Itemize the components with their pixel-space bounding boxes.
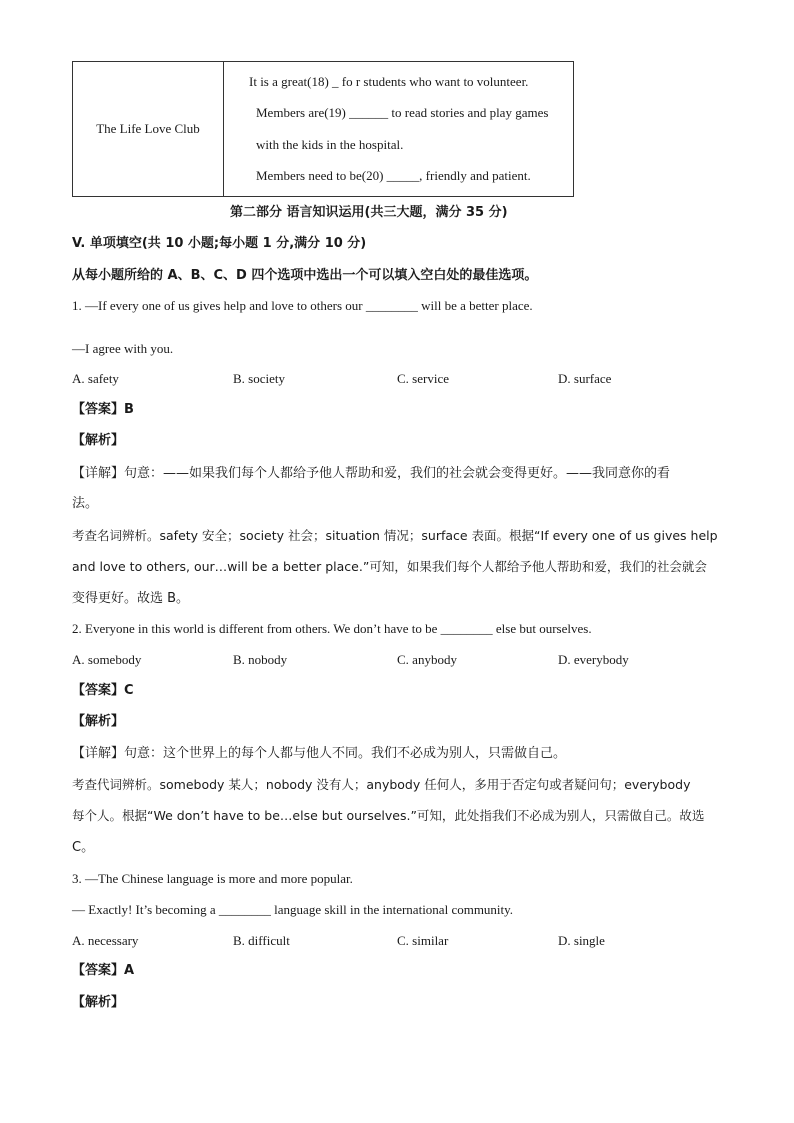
q3-option-c: C. similar [397, 933, 449, 948]
q1-option-d: D. surface [558, 371, 612, 386]
q1-option-a: A. safety [72, 371, 119, 386]
q1-option-b: B. society [233, 371, 285, 386]
q1-answer: 【答案】B [72, 402, 134, 417]
section-heading: V. 单项填空(共 10 小题;每小题 1 分,满分 10 分) [72, 236, 367, 251]
club-desc-line-3: with the kids in the hospital. [256, 137, 404, 152]
club-desc-line-1: It is a great(18) _ fo r students who want to volunteer. [249, 74, 529, 89]
q1-analysis-label: 【解析】 [72, 433, 125, 448]
club-table [72, 61, 574, 197]
q2-option-b: B. nobody [233, 652, 288, 667]
q1-stem-reply: —I agree with you. [72, 341, 174, 356]
q2-stem: 2. Everyone in this world is different from others. We don’t have to be ________ else but ourselves. [72, 621, 592, 636]
q1-option-c: C. service [397, 371, 449, 386]
q3-answer: 【答案】A [72, 963, 135, 978]
q2-option-d: D. everybody [558, 652, 629, 667]
q1-detail-3: 考查名词辨析。safety 安全；society 社会；situation 情况；surface 表面。根据“If every one of us gives help [72, 528, 718, 543]
club-description [224, 62, 574, 197]
q3-option-d: D. single [558, 933, 605, 948]
club-desc-line-2: Members are(19) ______ to read stories and play games [256, 105, 549, 120]
q1-stem: 1. —If every one of us gives help and love to others our ________ will be a better place. [72, 298, 533, 313]
q1-detail-4: and love to others, our…will be a better place.”可知，如果我们每个人都给予他人帮助和爱，我们的社会就会 [72, 559, 707, 574]
club-desc-line-4: Members need to be(20) _____, friendly and patient. [256, 168, 531, 183]
q1-detail-2: 法。 [72, 496, 99, 511]
club-name: The Life Love Club [73, 62, 224, 197]
q3-option-a: A. necessary [72, 933, 139, 948]
part-heading: 第二部分 语言知识运用(共三大题，满分 35 分) [230, 205, 508, 220]
q2-detail-1: 【详解】句意：这个世界上的每个人都与他人不同。我们不必成为别人，只需做自己。 [72, 746, 567, 761]
q3-analysis-label: 【解析】 [72, 995, 125, 1010]
q2-option-a: A. somebody [72, 652, 142, 667]
q3-stem-reply: — Exactly! It’s becoming a ________ language skill in the international community. [72, 902, 514, 917]
q1-detail-1: 【详解】句意：——如果我们每个人都给予他人帮助和爱，我们的社会就会变得更好。——我同意你的看 [72, 466, 671, 481]
q2-answer: 【答案】C [72, 683, 134, 698]
q2-detail-4: C。 [72, 840, 95, 855]
q2-option-c: C. anybody [397, 652, 457, 667]
q2-detail-3: 每个人。根据“We don’t have to be…else but ourselves.”可知，此处指我们不必成为别人，只需做自己。故选 [72, 808, 705, 823]
q3-stem: 3. —The Chinese language is more and more popular. [72, 871, 353, 886]
instruction: 从每小题所给的 A、B、C、D 四个选项中选出一个可以填入空白处的最佳选项。 [72, 268, 538, 283]
q3-option-b: B. difficult [233, 933, 290, 948]
q2-detail-2: 考查代词辨析。somebody 某人；nobody 没有人；anybody 任何人，多用于否定句或者疑问句；everybody [72, 777, 691, 792]
q1-detail-5: 变得更好。故选 B。 [72, 591, 190, 606]
q2-analysis-label: 【解析】 [72, 714, 125, 729]
